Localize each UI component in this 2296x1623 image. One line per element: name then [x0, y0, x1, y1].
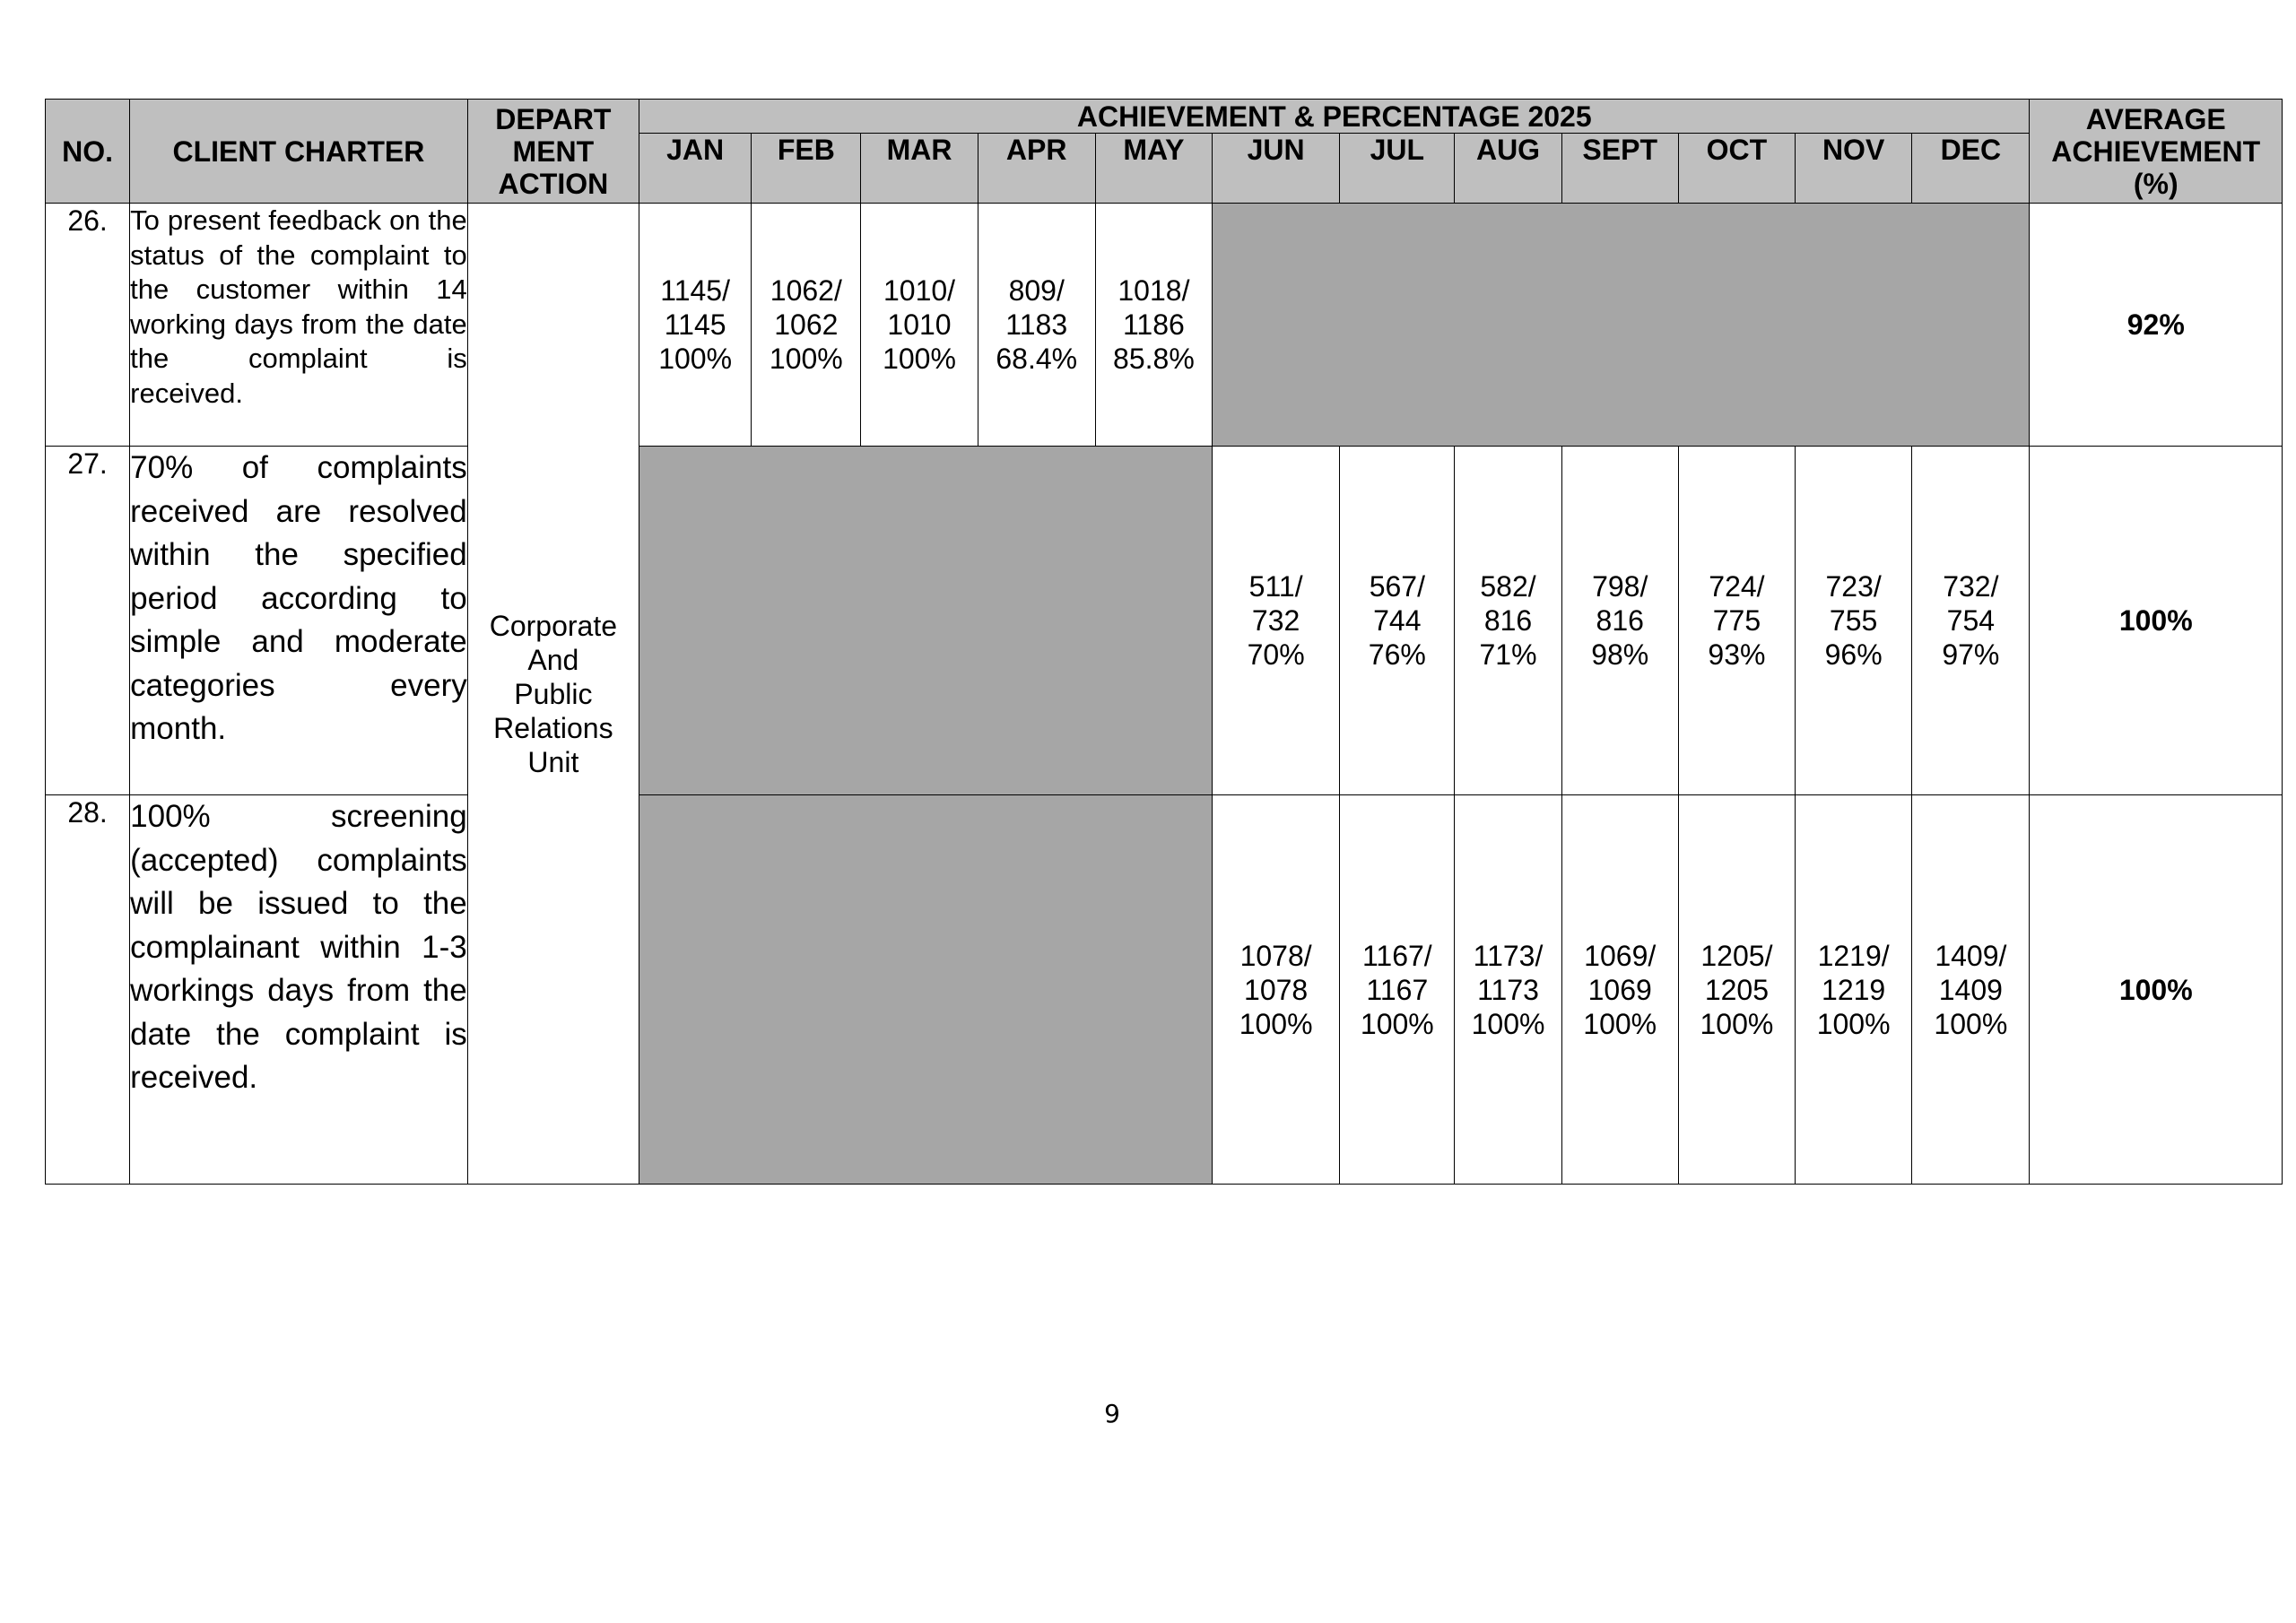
value-cell-sept: 798/ 816 98% — [1561, 447, 1678, 795]
value-cell-oct: 724/ 775 93% — [1678, 447, 1795, 795]
header-month-may: MAY — [1095, 134, 1212, 204]
value-cell-jul: 1167/ 1167 100% — [1340, 795, 1455, 1185]
department-action-cell: Corporate And Public Relations Unit — [467, 204, 639, 1185]
value-cell-mar: 1010/ 1010 100% — [861, 204, 978, 447]
table-row — [46, 204, 2283, 447]
client-charter-text — [130, 447, 468, 795]
value-cell-apr: 809/ 1183 68.4% — [978, 204, 1095, 447]
value-cell-aug: 582/ 816 71% — [1455, 447, 1561, 795]
table-row — [46, 795, 2283, 1185]
value-cell-may: 1018/ 1186 85.8% — [1095, 204, 1212, 447]
page-number: 9 — [1104, 1399, 1120, 1428]
value-cell-sept: 1069/ 1069 100% — [1561, 795, 1678, 1185]
client-charter-text-main: To present feedback on the status of the complaint to the customer within 14 working days from the date the complaint is — [130, 204, 467, 374]
value-cell-nov: 723/ 755 96% — [1796, 447, 1912, 795]
value-cell-dec: 732/ 754 97% — [1912, 447, 2030, 795]
client-charter-text-main: 70% of complaints received are resolved within the specified period according to simple and moderate categories every — [130, 450, 467, 703]
shaded-empty-cell — [639, 795, 1213, 1185]
client-charter-text-main: 100% screening (accepted) complaints will be issued to the complainant within 1-3 workings days from the date the complaint is — [130, 799, 467, 1052]
client-charter-text-end: month. — [130, 711, 227, 746]
value-cell-jun: 1078/ 1078 100% — [1213, 795, 1340, 1185]
value-cell-feb: 1062/ 1062 100% — [752, 204, 861, 447]
row-number: 28. — [46, 795, 130, 1185]
header-month-sept: SEPT — [1561, 134, 1678, 204]
client-charter-text-end: received. — [130, 1060, 258, 1095]
average-achievement: 92% — [2030, 204, 2283, 447]
header-month-apr: APR — [978, 134, 1095, 204]
header-average: AVERAGE ACHIEVEMENT (%) — [2030, 100, 2283, 204]
average-achievement: 100% — [2030, 795, 2283, 1185]
header-month-aug: AUG — [1455, 134, 1561, 204]
header-month-jul: JUL — [1340, 134, 1455, 204]
value-cell-jul: 567/ 744 76% — [1340, 447, 1455, 795]
row-number: 27. — [46, 447, 130, 795]
value-cell-dec: 1409/ 1409 100% — [1912, 795, 2030, 1185]
value-cell-nov: 1219/ 1219 100% — [1796, 795, 1912, 1185]
client-charter-text-end: received. — [130, 377, 243, 409]
value-cell-aug: 1173/ 1173 100% — [1455, 795, 1561, 1185]
header-department-action: DEPART MENT ACTION — [467, 100, 639, 204]
shaded-empty-cell — [1213, 204, 2030, 447]
header-no: NO. — [46, 100, 130, 204]
shaded-empty-cell — [639, 447, 1213, 795]
header-month-nov: NOV — [1796, 134, 1912, 204]
value-cell-jun: 511/ 732 70% — [1213, 447, 1340, 795]
header-month-dec: DEC — [1912, 134, 2030, 204]
average-achievement: 100% — [2030, 447, 2283, 795]
row-number: 26. — [46, 204, 130, 447]
value-cell-jan: 1145/ 1145 100% — [639, 204, 752, 447]
header-client-charter: CLIENT CHARTER — [130, 100, 468, 204]
header-month-jan: JAN — [639, 134, 752, 204]
header-month-mar: MAR — [861, 134, 978, 204]
client-charter-table — [45, 99, 2283, 1185]
header-achievement-group: ACHIEVEMENT & PERCENTAGE 2025 — [639, 100, 2030, 134]
client-charter-text — [130, 204, 468, 447]
value-cell-oct: 1205/ 1205 100% — [1678, 795, 1795, 1185]
client-charter-text — [130, 795, 468, 1185]
header-month-oct: OCT — [1678, 134, 1795, 204]
header-month-jun: JUN — [1213, 134, 1340, 204]
header-month-feb: FEB — [752, 134, 861, 204]
table-row — [46, 447, 2283, 795]
